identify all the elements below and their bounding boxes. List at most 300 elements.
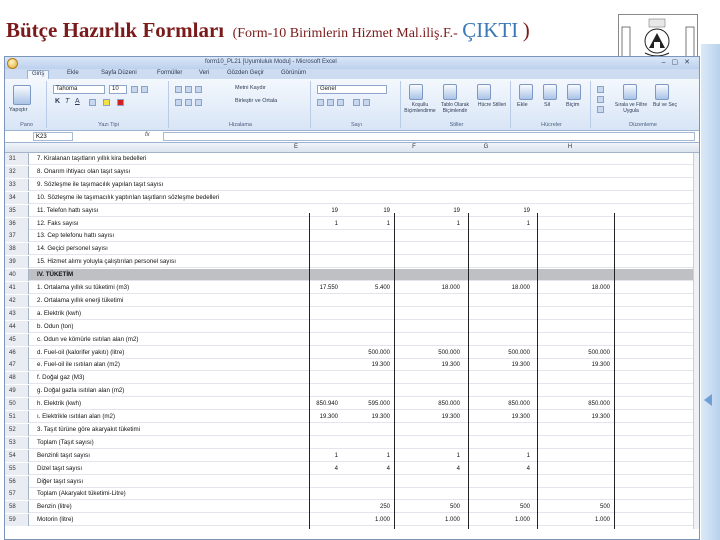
value-cell[interactable]: 17.550 <box>319 285 338 291</box>
fx-icon[interactable]: fx <box>145 132 150 138</box>
value-cell[interactable] <box>555 230 610 242</box>
table-row[interactable] <box>5 192 695 204</box>
row-label-cell[interactable]: Toplam (Akaryakıt tüketimi-Litre) <box>37 490 126 498</box>
value-cell[interactable] <box>555 463 610 475</box>
value-cell[interactable] <box>555 372 610 384</box>
value-cell[interactable] <box>475 192 530 204</box>
value-cell[interactable] <box>310 308 338 320</box>
value-cell[interactable] <box>555 205 610 217</box>
align-center-icon[interactable] <box>185 99 192 106</box>
value-cell[interactable]: 4 <box>526 465 530 472</box>
value-cell[interactable]: 595.000 <box>368 401 390 408</box>
value-cell[interactable] <box>415 179 460 191</box>
column-header-g[interactable]: G <box>483 144 489 150</box>
value-cell[interactable] <box>310 321 338 333</box>
value-cell[interactable] <box>310 372 338 384</box>
font-size-select[interactable]: 10 <box>109 85 127 94</box>
value-cell[interactable]: 19.300 <box>511 414 530 420</box>
align-right-icon[interactable] <box>195 99 202 106</box>
value-cell[interactable]: 4 <box>334 465 338 472</box>
row-label-cell[interactable]: ı. Elektrikle ısıtılan alan (m2) <box>37 413 116 420</box>
value-cell[interactable]: 1.000 <box>514 517 530 524</box>
value-cell[interactable] <box>345 192 390 204</box>
row-label-cell[interactable]: Toplam (Taşıt sayısı) <box>37 438 94 446</box>
table-row[interactable] <box>5 424 695 436</box>
table-row[interactable] <box>5 463 695 475</box>
cell-styles-icon[interactable] <box>477 84 491 100</box>
value-cell[interactable]: 19.300 <box>591 414 610 420</box>
value-cell[interactable]: 500.000 <box>588 349 610 356</box>
value-cell[interactable] <box>345 385 390 397</box>
ribbon-group-stiller <box>403 81 511 128</box>
sort-filter-label: Sırala ve Filtre Uygula <box>614 102 648 114</box>
row-label-cell[interactable]: 9. Sözleşme ile taşımacılık yapılan taşıt sayısı <box>37 180 164 188</box>
increase-decimal-icon[interactable] <box>353 99 360 106</box>
value-cell[interactable]: 1 <box>456 220 460 227</box>
tab-giris[interactable]: Giriş <box>27 70 49 79</box>
row-label-cell[interactable]: d. Fuel-oil (kalorifer yakıtı) (litre) <box>37 348 125 356</box>
window-controls[interactable]: –▢✕ <box>661 59 696 66</box>
borders-icon[interactable] <box>89 99 96 106</box>
align-top-icon[interactable] <box>175 86 182 93</box>
value-cell[interactable] <box>555 179 610 191</box>
row-number[interactable]: 39 <box>5 256 29 268</box>
value-cell[interactable]: 5.400 <box>374 285 390 291</box>
value-cell[interactable]: 19.300 <box>441 414 460 420</box>
value-cell[interactable] <box>475 256 530 268</box>
table-row[interactable] <box>5 347 695 359</box>
value-cell[interactable] <box>415 295 460 307</box>
value-cell[interactable] <box>415 269 460 281</box>
row-label-cell[interactable]: Benzin (litre) <box>37 503 72 511</box>
table-row[interactable] <box>5 359 695 371</box>
row-label-cell[interactable]: Benzinli taşıt sayısı <box>37 451 90 459</box>
value-cell[interactable]: 1.000 <box>594 517 610 524</box>
column-header-h[interactable]: H <box>567 144 573 150</box>
autosum-icon[interactable] <box>597 86 604 93</box>
value-cell[interactable]: 1 <box>526 220 530 227</box>
value-cell[interactable] <box>475 153 530 165</box>
row-number[interactable]: 33 <box>5 179 29 191</box>
tab-veri[interactable]: Veri <box>199 70 210 76</box>
value-cell[interactable] <box>475 269 530 281</box>
value-cell[interactable] <box>475 308 530 320</box>
value-cell[interactable]: 850.940 <box>316 401 338 408</box>
value-cell[interactable] <box>310 166 338 178</box>
value-cell[interactable]: 500 <box>449 504 460 511</box>
value-cell[interactable]: 19.300 <box>319 414 338 420</box>
border-line <box>614 213 615 529</box>
row-number[interactable]: 54 <box>5 450 29 462</box>
row-number[interactable]: 40 <box>5 269 29 281</box>
value-cell[interactable]: 19.300 <box>441 362 460 369</box>
value-cell[interactable] <box>415 230 460 242</box>
font-color-icon[interactable] <box>117 99 124 106</box>
table-row[interactable] <box>5 205 695 217</box>
table-row[interactable] <box>5 230 695 242</box>
decrease-decimal-icon[interactable] <box>363 99 370 106</box>
value-cell[interactable] <box>475 179 530 191</box>
value-cell[interactable]: 1 <box>456 452 460 459</box>
merge-center-button[interactable]: Birleştir ve Ortala <box>235 98 278 104</box>
row-number[interactable]: 56 <box>5 476 29 488</box>
value-cell[interactable] <box>310 385 338 397</box>
value-cell[interactable]: 19 <box>523 207 530 214</box>
group-label-hucreler: Hücreler <box>541 122 562 128</box>
value-cell[interactable] <box>555 153 610 165</box>
row-number[interactable]: 37 <box>5 230 29 242</box>
group-label-duzenleme: Düzenleme <box>629 122 657 128</box>
value-cell[interactable] <box>415 476 460 488</box>
row-label-cell[interactable]: g. Doğal gazla ısıtılan alan (m2) <box>37 387 125 395</box>
comma-style-icon[interactable] <box>337 99 344 106</box>
row-label-cell[interactable]: 1. Ortalama yıllık su tüketimi (m3) <box>37 284 130 291</box>
value-cell[interactable] <box>555 321 610 333</box>
currency-icon[interactable] <box>317 99 324 106</box>
table-row[interactable] <box>5 256 695 268</box>
value-cell[interactable] <box>475 476 530 488</box>
value-cell[interactable] <box>555 437 610 449</box>
value-cell[interactable]: 19 <box>383 207 390 214</box>
value-cell[interactable]: 1.000 <box>444 517 460 524</box>
row-label-cell[interactable]: c. Odun ve kömürle ısıtılan alan (m2) <box>37 335 139 343</box>
value-cell[interactable]: 19.300 <box>591 362 610 369</box>
row-label-cell[interactable]: a. Elektrik (kwh) <box>37 309 82 317</box>
value-cell[interactable]: 1 <box>386 220 390 227</box>
border-line <box>537 213 538 529</box>
row-number[interactable]: 35 <box>5 205 29 217</box>
table-row[interactable] <box>5 282 695 294</box>
row-number[interactable]: 53 <box>5 437 29 449</box>
value-cell[interactable] <box>475 230 530 242</box>
value-cell[interactable]: 500 <box>519 504 530 511</box>
row-number[interactable]: 42 <box>5 295 29 307</box>
fill-icon[interactable] <box>597 96 604 103</box>
row-label-cell[interactable]: 14. Geçici personel sayısı <box>37 245 108 253</box>
paste-icon[interactable] <box>13 85 31 105</box>
value-cell[interactable] <box>555 192 610 204</box>
table-row[interactable] <box>5 269 695 281</box>
table-row[interactable] <box>5 476 695 488</box>
value-cell[interactable] <box>415 488 460 500</box>
row-label-cell[interactable]: 10. Sözleşme ile taşımacılık yaptırılan taşıtların sözleşme bedelleri <box>37 193 220 201</box>
row-number[interactable]: 36 <box>5 218 29 230</box>
value-cell[interactable] <box>555 256 610 268</box>
value-cell[interactable] <box>555 243 610 255</box>
table-row[interactable] <box>5 334 695 346</box>
value-cell[interactable] <box>345 256 390 268</box>
row-label-cell[interactable]: 3. Taşıt türüne göre akaryakıt tüketimi <box>37 425 141 433</box>
value-cell[interactable]: 1 <box>386 452 390 459</box>
row-label-cell[interactable]: 15. Hizmet alımı yoluyla çalıştırılan personel sayısı <box>37 258 176 266</box>
value-cell[interactable]: 18.000 <box>441 285 460 291</box>
value-cell[interactable] <box>345 334 390 346</box>
fill-color-icon[interactable] <box>103 99 110 106</box>
column-header-e[interactable]: E <box>293 144 298 150</box>
value-cell[interactable] <box>310 359 338 371</box>
delete-cells-label: Sil <box>544 102 551 108</box>
slide-nav-arrow-icon[interactable] <box>704 394 712 406</box>
row-number[interactable]: 57 <box>5 488 29 500</box>
align-left-icon[interactable] <box>175 99 182 106</box>
row-number[interactable]: 49 <box>5 385 29 397</box>
value-cell[interactable] <box>555 166 610 178</box>
value-cell[interactable]: 850.000 <box>438 401 460 408</box>
row-number[interactable]: 51 <box>5 411 29 423</box>
row-number[interactable]: 31 <box>5 153 29 165</box>
value-cell[interactable] <box>310 230 338 242</box>
value-cell[interactable] <box>555 488 610 500</box>
row-label-cell[interactable]: 11. Telefon hattı sayısı <box>37 206 99 214</box>
value-cell[interactable] <box>310 347 338 359</box>
row-label-cell[interactable]: 8. Onarım ihtiyacı olan taşıt sayısı <box>37 167 131 175</box>
value-cell[interactable] <box>555 476 610 488</box>
row-number[interactable]: 55 <box>5 463 29 475</box>
value-cell[interactable] <box>555 450 610 462</box>
value-cell[interactable]: 18.000 <box>511 285 530 291</box>
table-row[interactable] <box>5 398 695 410</box>
value-cell[interactable] <box>310 476 338 488</box>
ribbon-group-sayi <box>313 81 401 128</box>
value-cell[interactable] <box>415 256 460 268</box>
clear-icon[interactable] <box>597 106 604 113</box>
value-cell[interactable]: 19.300 <box>371 362 390 369</box>
value-cell[interactable] <box>475 385 530 397</box>
format-cells-icon[interactable] <box>567 84 581 100</box>
row-label-cell[interactable]: h. Elektrik (kwh) <box>37 400 82 408</box>
row-number[interactable]: 46 <box>5 347 29 359</box>
row-number[interactable]: 44 <box>5 321 29 333</box>
row-number[interactable]: 34 <box>5 192 29 204</box>
value-cell[interactable] <box>475 488 530 500</box>
row-number[interactable]: 58 <box>5 501 29 513</box>
row-number[interactable]: 50 <box>5 398 29 410</box>
value-cell[interactable] <box>475 437 530 449</box>
value-cell[interactable] <box>415 153 460 165</box>
grow-font-icon[interactable] <box>131 86 138 93</box>
value-cell[interactable] <box>345 269 390 281</box>
value-cell[interactable]: 19.300 <box>371 414 390 420</box>
value-cell[interactable] <box>555 334 610 346</box>
row-number[interactable]: 47 <box>5 359 29 371</box>
table-row[interactable] <box>5 295 695 307</box>
bold-icon[interactable]: K <box>55 98 61 105</box>
value-cell[interactable] <box>475 424 530 436</box>
format-cells-label: Biçim <box>566 102 580 108</box>
font-name-select[interactable]: Tahoma <box>53 85 105 94</box>
value-cell[interactable]: 19 <box>331 207 338 214</box>
value-cell[interactable] <box>345 424 390 436</box>
value-cell[interactable] <box>415 385 460 397</box>
align-middle-icon[interactable] <box>185 86 192 93</box>
value-cell[interactable] <box>345 321 390 333</box>
value-cell[interactable] <box>345 437 390 449</box>
sort-filter-icon[interactable] <box>623 84 637 100</box>
excel-titlebar <box>5 57 699 69</box>
row-label-cell[interactable]: Dizel taşıt sayısı <box>37 464 83 472</box>
value-cell[interactable]: 1.000 <box>374 517 390 524</box>
row-label-cell[interactable]: Diğer taşıt sayısı <box>37 477 84 485</box>
value-cell[interactable] <box>415 192 460 204</box>
row-label-cell[interactable]: Motorin (litre) <box>37 516 74 524</box>
value-cell[interactable]: 500.000 <box>508 349 530 356</box>
office-button-icon[interactable] <box>7 58 18 69</box>
row-label-cell[interactable]: IV. TÜKETİM <box>37 271 74 279</box>
formula-input[interactable] <box>163 132 695 141</box>
insert-cells-icon[interactable] <box>519 84 533 100</box>
name-box[interactable]: K23 <box>33 132 73 141</box>
tab-sayfa-duzeni[interactable]: Sayfa Düzeni <box>101 70 137 76</box>
row-number[interactable]: 32 <box>5 166 29 178</box>
value-cell[interactable]: 4 <box>456 465 460 472</box>
tab-gozden-gecir[interactable]: Gözden Geçir <box>227 70 265 76</box>
row-label-cell[interactable]: 13. Cep telefonu hattı sayısı <box>37 232 115 240</box>
column-header-f[interactable]: F <box>412 144 416 150</box>
value-cell[interactable]: 1 <box>334 220 338 227</box>
row-label-cell[interactable]: 7. Kiralanan taşıtların yıllık kira bedelleri <box>37 155 147 162</box>
row-number[interactable]: 48 <box>5 372 29 384</box>
row-label-cell[interactable]: 12. Faks sayısı <box>37 219 79 227</box>
row-label-cell[interactable]: f. Doğal gaz (M3) <box>37 374 85 382</box>
sheet-grid[interactable] <box>5 153 699 529</box>
value-cell[interactable] <box>310 243 338 255</box>
value-cell[interactable] <box>345 372 390 384</box>
value-cell[interactable] <box>475 295 530 307</box>
row-number[interactable]: 38 <box>5 243 29 255</box>
underline-icon[interactable]: A <box>75 98 80 105</box>
table-row[interactable] <box>5 514 695 526</box>
value-cell[interactable]: 850.000 <box>588 401 610 408</box>
value-cell[interactable] <box>345 308 390 320</box>
value-cell[interactable] <box>555 424 610 436</box>
conditional-formatting-icon[interactable] <box>409 84 423 100</box>
tab-gorunum[interactable]: Görünüm <box>281 70 307 76</box>
row-label-cell[interactable]: 2. Ortalama yıllık enerji tüketimi <box>37 296 124 304</box>
delete-cells-icon[interactable] <box>543 84 557 100</box>
value-cell[interactable] <box>310 334 338 346</box>
value-cell[interactable]: 850.000 <box>508 401 530 408</box>
value-cell[interactable] <box>345 243 390 255</box>
value-cell[interactable] <box>345 488 390 500</box>
value-cell[interactable] <box>415 166 460 178</box>
value-cell[interactable] <box>310 424 338 436</box>
value-cell[interactable] <box>475 243 530 255</box>
format-as-table-icon[interactable] <box>443 84 457 100</box>
value-cell[interactable] <box>310 437 338 449</box>
value-cell[interactable] <box>415 372 460 384</box>
wrap-text-button[interactable]: Metni Kaydır <box>235 85 266 91</box>
value-cell[interactable]: 19 <box>453 207 460 214</box>
row-number[interactable]: 45 <box>5 334 29 346</box>
table-row[interactable] <box>5 488 695 500</box>
row-number[interactable]: 43 <box>5 308 29 320</box>
table-row[interactable] <box>5 166 695 178</box>
table-row[interactable] <box>5 153 695 165</box>
group-label-pano: Pano <box>20 122 33 128</box>
table-row[interactable] <box>5 308 695 320</box>
table-row[interactable] <box>5 243 695 255</box>
table-row[interactable] <box>5 501 695 513</box>
value-cell[interactable] <box>310 295 338 307</box>
excel-window <box>4 56 700 540</box>
value-cell[interactable] <box>345 179 390 191</box>
value-cell[interactable]: 4 <box>386 465 390 472</box>
percent-icon[interactable] <box>327 99 334 106</box>
value-cell[interactable] <box>345 230 390 242</box>
value-cell[interactable] <box>475 334 530 346</box>
table-row[interactable] <box>5 179 695 191</box>
value-cell[interactable] <box>475 321 530 333</box>
value-cell[interactable] <box>555 308 610 320</box>
row-label-cell[interactable]: e. Fuel-oil ile ısıtılan alan (m2) <box>37 361 120 369</box>
table-row[interactable] <box>5 385 695 397</box>
ribbon-group-hucreler <box>513 81 591 128</box>
value-cell[interactable] <box>345 295 390 307</box>
value-cell[interactable] <box>310 192 338 204</box>
table-row[interactable] <box>5 411 695 423</box>
value-cell[interactable] <box>310 153 338 165</box>
value-cell[interactable] <box>415 334 460 346</box>
value-cell[interactable] <box>415 437 460 449</box>
value-cell[interactable] <box>310 269 338 281</box>
value-cell[interactable] <box>310 179 338 191</box>
tab-ekle[interactable]: Ekle <box>67 70 79 76</box>
italic-icon[interactable]: T <box>65 98 70 105</box>
table-row[interactable] <box>5 437 695 449</box>
value-cell[interactable] <box>555 385 610 397</box>
value-cell[interactable] <box>415 321 460 333</box>
value-cell[interactable] <box>555 295 610 307</box>
value-cell[interactable]: 500 <box>599 504 610 511</box>
vertical-scrollbar[interactable] <box>693 153 699 529</box>
value-cell[interactable] <box>345 476 390 488</box>
align-bottom-icon[interactable] <box>195 86 202 93</box>
value-cell[interactable]: 250 <box>379 504 390 511</box>
table-row[interactable] <box>5 218 695 230</box>
value-cell[interactable]: 1 <box>334 452 338 459</box>
value-cell[interactable] <box>415 243 460 255</box>
value-cell[interactable] <box>345 153 390 165</box>
value-cell[interactable]: 1 <box>526 452 530 459</box>
tab-formuller[interactable]: Formüller <box>157 70 183 76</box>
table-row[interactable] <box>5 321 695 333</box>
number-format-select[interactable]: Genel <box>317 85 387 94</box>
value-cell[interactable]: 500.000 <box>438 349 460 356</box>
value-cell[interactable] <box>310 488 338 500</box>
value-cell[interactable]: 19.300 <box>511 362 530 369</box>
row-number[interactable]: 59 <box>5 514 29 526</box>
value-cell[interactable]: 18.000 <box>591 285 610 291</box>
value-cell[interactable]: 500.000 <box>368 349 390 356</box>
row-label-cell[interactable]: b. Odun (ton) <box>37 322 74 330</box>
value-cell[interactable] <box>345 166 390 178</box>
find-select-icon[interactable] <box>655 84 669 100</box>
value-cell[interactable] <box>555 218 610 230</box>
value-cell[interactable] <box>415 424 460 436</box>
value-cell[interactable] <box>415 308 460 320</box>
table-row[interactable] <box>5 372 695 384</box>
value-cell[interactable] <box>555 269 610 281</box>
value-cell[interactable] <box>475 166 530 178</box>
table-row[interactable] <box>5 450 695 462</box>
value-cell[interactable] <box>310 514 338 526</box>
value-cell[interactable] <box>310 501 338 513</box>
value-cell[interactable] <box>475 372 530 384</box>
value-cell[interactable] <box>310 256 338 268</box>
row-number[interactable]: 41 <box>5 282 29 294</box>
row-number[interactable]: 52 <box>5 424 29 436</box>
shrink-font-icon[interactable] <box>141 86 148 93</box>
